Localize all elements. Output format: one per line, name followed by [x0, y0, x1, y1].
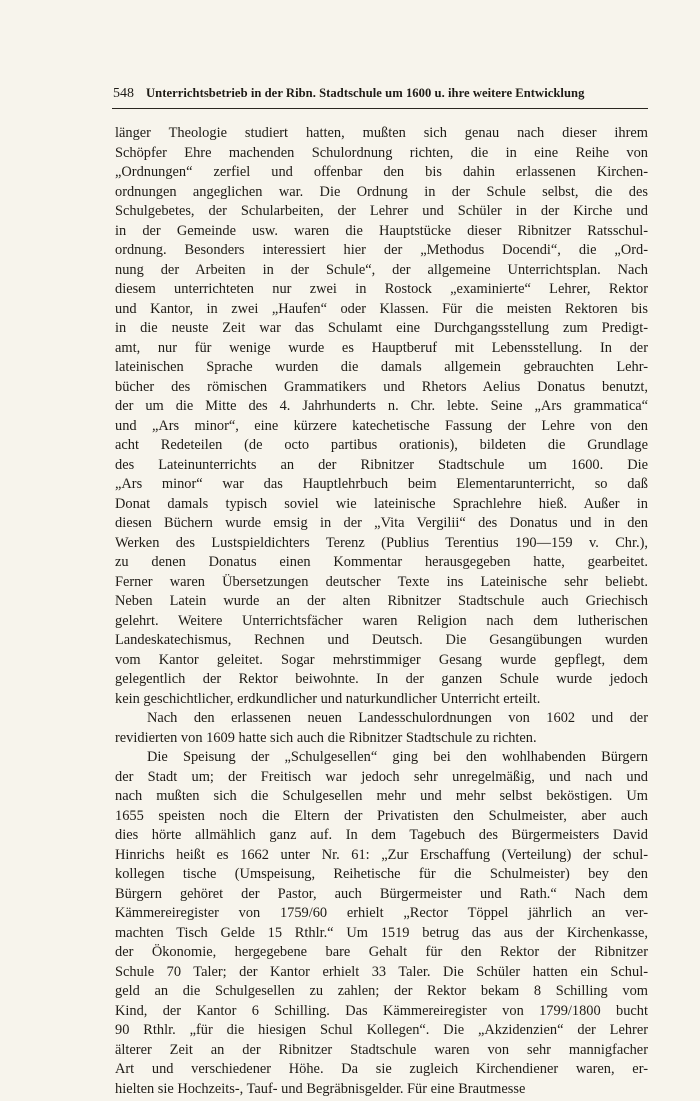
text-line: ordnung. Besonders interessiert hier der „Methodus Docendi“, die „Ord-: [115, 242, 648, 258]
text-line: der Stadt um; der Freitisch war jedoch sehr unregelmäßig, und nach und: [115, 768, 648, 785]
paragraph: [115, 709, 648, 748]
page-number: 548: [113, 86, 134, 101]
text-line: 1655 speisten noch die Eltern der Privatisten den Schulmeister, aber auch: [115, 807, 648, 824]
text-line: und Kantor, in zwei „Haufen“ oder Klassen. Für die meisten Rektoren bis: [115, 300, 648, 317]
text-line: acht Redeteilen (de octo partibus orationis), bildeten die Grundlage: [115, 437, 648, 453]
text-line: Landeskatechismus, Rechnen und Deutsch. Die Gesangübungen wurden: [115, 632, 648, 648]
text-line: gelegentlich der Rektor beiwohnte. In der ganzen Schule wurde jedoch: [115, 671, 648, 687]
text-line: gelehrt. Weitere Unterrichtsfächer waren Religion nach dem lutherischen: [115, 612, 648, 629]
text-line: Neben Latein wurde an der alten Ribnitzer Stadtschule auch Griechisch: [115, 593, 648, 609]
text-line: Kind, der Kantor 6 Schilling. Das Kämmereiregister von 1799/1800 bucht: [115, 1002, 648, 1019]
text-line: älterer Zeit an der Ribnitzer Stadtschule waren von sehr mannigfacher: [115, 1041, 648, 1058]
text-line: hielten sie Hochzeits-, Tauf- und Begräbnisgelder. Für eine Brautmesse: [115, 1080, 526, 1097]
text-line: amt, nur für wenige wurde es Hauptberuf mit Lebensstellung. In der: [115, 339, 648, 356]
text-line: kein geschichtlicher, erdkundlicher und naturkundlicher Unterricht erteilt.: [115, 690, 541, 707]
text-line: bücher des römischen Grammatikers und Rhetors Aelius Donatus benutzt,: [115, 378, 648, 395]
text-line: Ferner waren Übersetzungen deutscher Texte ins Lateinische sehr beliebt.: [115, 573, 648, 590]
text-line: diesen Büchern wurde emsig in der „Vita Vergilii“ des Donatus und in den: [115, 515, 648, 531]
text-line: vom Kantor geleitet. Sogar mehrstimmiger Gesang wurde gepflegt, dem: [115, 651, 648, 668]
text-line: Hinrichs heißt es 1662 unter Nr. 61: „Zur Erschaffung (Verteilung) der schul-: [115, 846, 648, 863]
text-line: der um die Mitte des 4. Jahrhunderts n. Chr. lebte. Seine „Ars grammatica“: [115, 398, 648, 414]
text-line: zu denen Donatus einen Kommentar herausgegeben hatte, gearbeitet.: [115, 554, 648, 570]
text-line: geld an die Schulgesellen zu zahlen; der Rektor bekam 8 Schilling vom: [115, 983, 648, 999]
text-line: Werken des Lustspieldichters Terenz (Publius Terentius 190—159 v. Chr.),: [115, 534, 648, 551]
text-line: „Ordnungen“ zerfiel und offenbar den bis dahin erlassenen Kirchen-: [115, 164, 648, 180]
text-line: diesem unterrichteten nur zwei in Rostock „examinierte“ Lehrer, Rektor: [115, 281, 648, 297]
text-line: nach mußten sich die Schulgesellen mehr und mehr selbst beköstigen. Um: [115, 788, 648, 804]
text-line: lateinischen Sprache wurden die damals allgemein gebrauchten Lehr-: [115, 359, 648, 375]
text-line: in der Gemeinde usw. waren die Hauptstücke dieser Ribnitzer Ratsschul-: [115, 222, 648, 239]
text-line: kollegen tische (Umspeisung, Reihetische für die Schulmeister) bey den: [115, 866, 648, 882]
text-line: länger Theologie studiert hatten, mußten sich genau nach dieser ihrem: [115, 125, 648, 141]
text-line: in die neuste Zeit war das Schulamt eine Durchgangsstellung zum Predigt-: [115, 320, 648, 336]
text-line: Donat damals typisch soviel wie lateinische Sprachlehre hieß. Außer in: [115, 495, 648, 512]
text-line: und „Ars minor“, eine kürzere katechetische Fassung der Lehre von den: [115, 417, 648, 434]
text-line: Schulgebetes, der Schularbeiten, der Lehrer und Schüler in der Kirche und: [115, 203, 648, 219]
text-line: Schule 70 Taler; der Kantor erhielt 33 Taler. Die Schüler hatten ein Schul-: [115, 963, 648, 980]
text-line: machten Tisch Gelde 15 Rthlr.“ Um 1519 betrug das aus der Kirchenkasse,: [115, 924, 648, 941]
paragraph: [115, 124, 648, 709]
text-line: nung der Arbeiten in der Schule“, der allgemeine Unterrichtsplan. Nach: [115, 261, 648, 278]
paragraph: [115, 748, 648, 1099]
header-rule: [112, 108, 648, 109]
text-line: dies hörte allmählich ganz auf. In dem Tagebuch des Bürgermeisters David: [115, 827, 648, 843]
text-line: „Ars minor“ war das Hauptlehrbuch beim Elementarunterricht, so daß: [115, 476, 648, 492]
text-line: Kämmereiregister von 1759/60 erhielt „Rector Töppel jährlich an ver-: [115, 905, 648, 921]
text-line: Bürgern gehöret der Pastor, auch Bürgermeister und Rath.“ Nach dem: [115, 885, 648, 902]
text-line: Nach den erlassenen neuen Landesschulordnungen von 1602 und der: [147, 710, 648, 726]
body-text: [115, 124, 648, 1099]
text-line: Art und verschiedener Höhe. Da sie zugleich Kirchendiener waren, er-: [115, 1061, 648, 1077]
text-line: 90 Rthlr. „für die hiesigen Schul Kollegen“. Die „Akzidenzien“ der Lehrer: [115, 1022, 648, 1038]
text-line: revidierten von 1609 hatte sich auch die Ribnitzer Stadtschule zu richten.: [115, 729, 537, 746]
text-line: der Ökonomie, hergegebene bare Gehalt für den Rektor der Ribnitzer: [115, 944, 648, 960]
running-head-title: Unterrichtsbetrieb in der Ribn. Stadtschule um 1600 u. ihre weitere Entwicklung: [146, 86, 585, 100]
text-line: ordnungen angeglichen war. Die Ordnung in der Schule selbst, die des: [115, 183, 648, 200]
text-line: Die Speisung der „Schulgesellen“ ging bei den wohlhabenden Bürgern: [147, 749, 648, 765]
text-line: des Lateinunterrichts an der Ribnitzer Stadtschule um 1600. Die: [115, 456, 648, 473]
running-head: [113, 86, 645, 102]
text-line: Schöpfer Ehre machenden Schulordnung richten, die in eine Reihe von: [115, 144, 648, 161]
